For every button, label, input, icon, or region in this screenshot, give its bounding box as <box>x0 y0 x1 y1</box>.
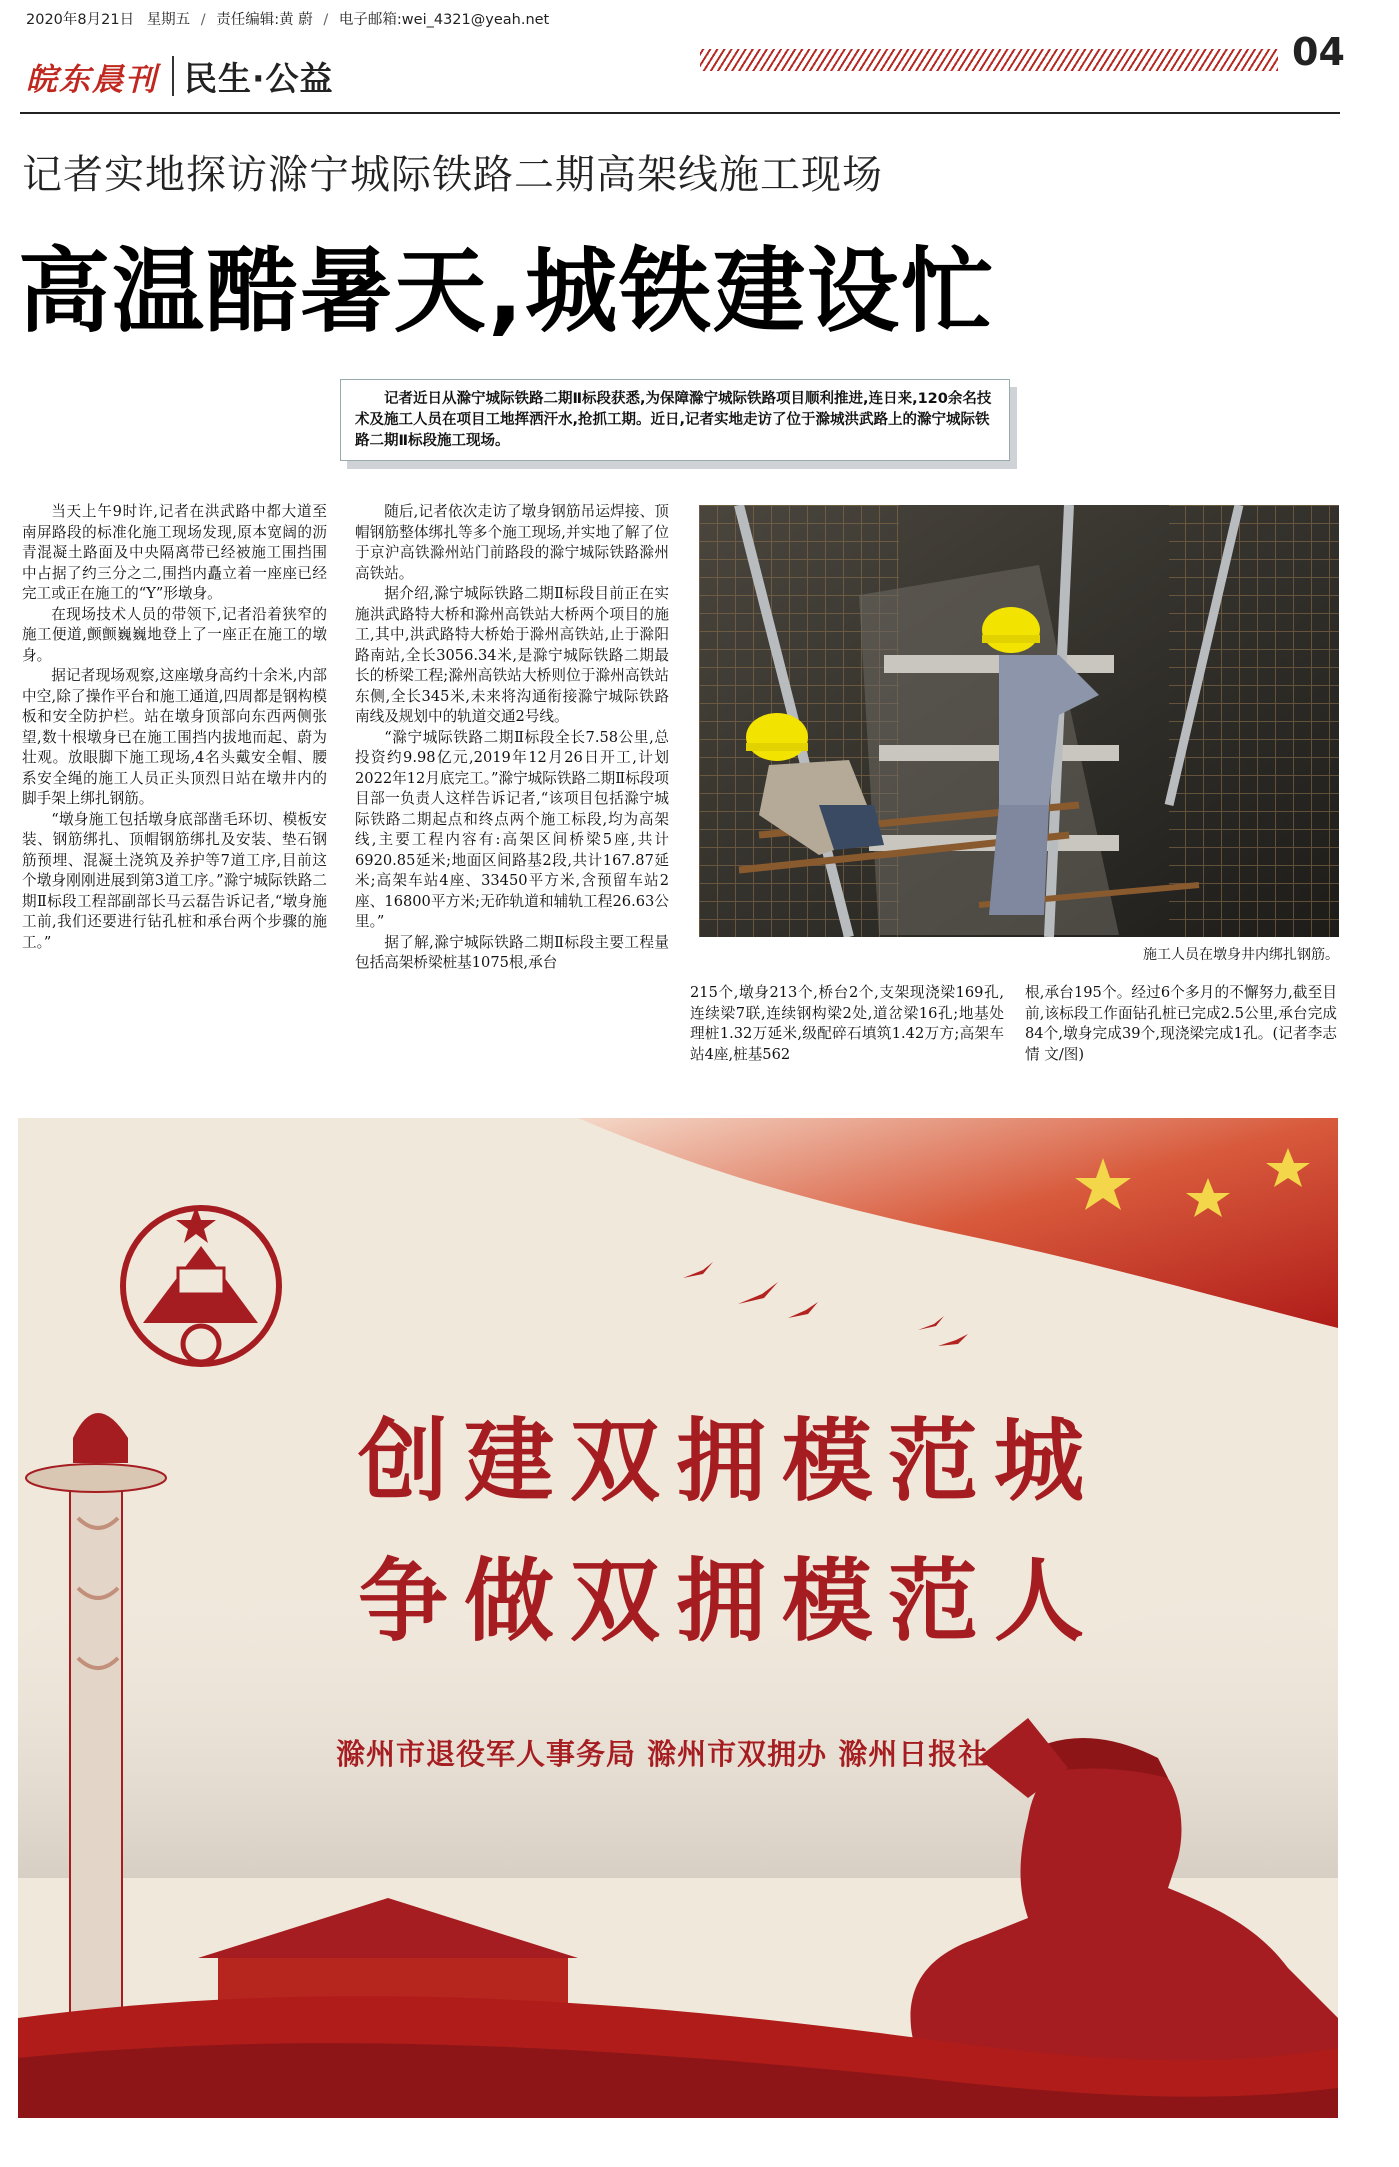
article-headline: 高温酷暑天,城铁建设忙 <box>18 238 995 345</box>
section-title: 民生·公益 <box>184 58 334 98</box>
paper-logo: 皖东晨刊 <box>26 61 158 98</box>
body-column-4: 根,承台195个。经过6个多月的不懈努力,截至目前,该标段工作面钻孔桩已完成2.5公里,承台完成84个,墩身完成39个,现浇梁完成1孔。(记者李志情 文/图) <box>1025 984 1337 1063</box>
paragraph: 据介绍,滁宁城际铁路二期Ⅱ标段目前正在实施洪武路特大桥和滁州高铁站大桥两个项目的施工,其中,洪武路特大桥始于滁州高铁站,止于滁阳路南站,全长3056.34米,是滁宁城际铁路二期最长的桥梁工程;滁州高铁站大桥则位于滁州高铁站东侧,全长345米,未来将沟通衔接滁宁城际铁路南线及规划中的轨道交通2号线。 <box>355 585 669 725</box>
paragraph: 在现场技术人员的带领下,记者沿着狭窄的施工便道,颤颤巍巍地登上了一座正在施工的墩身。 <box>22 605 327 664</box>
body-column-1 <box>22 502 327 1084</box>
poster-organizers: 滁州市退役军人事务局 滁州市双拥办 滁州日报社 <box>336 1737 989 1771</box>
issue-date: 2020年8月21日 <box>26 12 135 28</box>
editor-email: 电子邮箱:wei_4321@yeah.net <box>338 12 550 28</box>
photo-caption: 施工人员在墩身井内绑扎钢筋。 <box>1143 947 1339 963</box>
poster-slogan-line-2: 争做双拥模范人 <box>358 1549 1100 1654</box>
construction-photo <box>699 505 1339 937</box>
workers-rebar-illustration <box>699 505 1339 937</box>
masthead-brand <box>26 52 334 100</box>
paragraph: 据记者现场观察,这座墩身高约十余米,内部中空,除了操作平台和施工通道,四周都是钢构模板和安全防护栏。站在墩身顶部向东西两侧张望,数十根墩身已在施工围挡内拔地而起、蔚为壮观。放眼脚下施工现场,4名头戴安全帽、腰系安全绳的施工人员正头顶烈日站在墩井内的脚手架上绑扎钢筋。 <box>22 667 327 807</box>
article-subhead: 记者实地探访滁宁城际铁路二期高架线施工现场 <box>22 152 883 198</box>
article-summary-box: 记者近日从滁宁城际铁路二期Ⅱ标段获悉,为保障滁宁城际铁路项目顺利推进,连日来,120余名技术及施工人员在项目工地挥洒汗水,抢抓工期。近日,记者实地走访了位于滁城洪武路上的滁宁城际铁路二期Ⅱ标段施工现场。 <box>340 379 1010 461</box>
editor-credit: 责任编辑:黄 蔚 <box>216 12 313 28</box>
double-support-poster <box>18 1118 1338 2118</box>
header-rule <box>20 112 1340 114</box>
decorative-hatch-band <box>700 49 1278 71</box>
paragraph: “墩身施工包括墩身底部凿毛环切、模板安装、钢筋绑扎、顶帽钢筋绑扎及安装、垫石钢筋预埋、混凝土浇筑及养护等7道工序,目前这个墩身刚刚进展到第3道工序。”滁宁城际铁路二期Ⅱ标段工程部副部长马云磊告诉记者,“墩身施工前,我们还要进行钻孔桩和承台两个步骤的施工。” <box>22 810 327 951</box>
paragraph: 当天上午9时许,记者在洪武路中都大道至南屏路段的标准化施工现场发现,原本宽阔的沥青混凝土路面及中央隔离带已经被施工围挡围中占据了约三分之二,围挡内矗立着一座座已经完工或正在施工的“Y”形墩身。 <box>22 503 327 602</box>
body-column-2 <box>355 502 669 1084</box>
paragraph: “滁宁城际铁路二期Ⅱ标段全长7.58公里,总投资约9.98亿元,2019年12月26日开工,计划2022年12月底完工。”滁宁城际铁路二期Ⅱ标段项目部一负责人这样告诉记者,“该项目包括滁宁城际铁路二期起点和终点两个施工标段,均为高架线,主要工程内容有:高架区间桥梁5座,共计6920.85延米;地面区间路基2段,共计167.87延米;高架车站4座、33450平方米,含预留车站2座、16800平方米;无砟轨道和辅轨工程26.63公里。” <box>355 728 669 930</box>
poster-slogan-line-1: 创建双拥模范城 <box>358 1409 1100 1514</box>
masthead-meta: 2020年8月21日 星期五 / 责任编辑:黄 蔚 / 电子邮箱:wei_4321@yeah.net <box>26 12 550 28</box>
body-column-3: 215个,墩身213个,桥台2个,支架现浇梁169孔,连续梁7联,连续钢构梁2处,道岔梁16孔;地基处理桩1.32万延米,级配碎石填筑1.42万方;高架车站4座,桩基562 <box>690 984 1004 1063</box>
paragraph: 据了解,滁宁城际铁路二期Ⅱ标段主要工程量包括高架桥梁桩基1075根,承台 <box>355 933 669 971</box>
issue-weekday: 星期五 <box>146 12 191 28</box>
page-number: 04 <box>1292 30 1345 74</box>
masthead-divider <box>172 56 174 96</box>
paragraph: 随后,记者依次走访了墩身钢筋吊运焊接、顶帽钢筋整体绑扎等多个施工现场,并实地了解了位于京沪高铁滁州站门前路段的滁宁城际铁路滁州高铁站。 <box>355 503 669 582</box>
